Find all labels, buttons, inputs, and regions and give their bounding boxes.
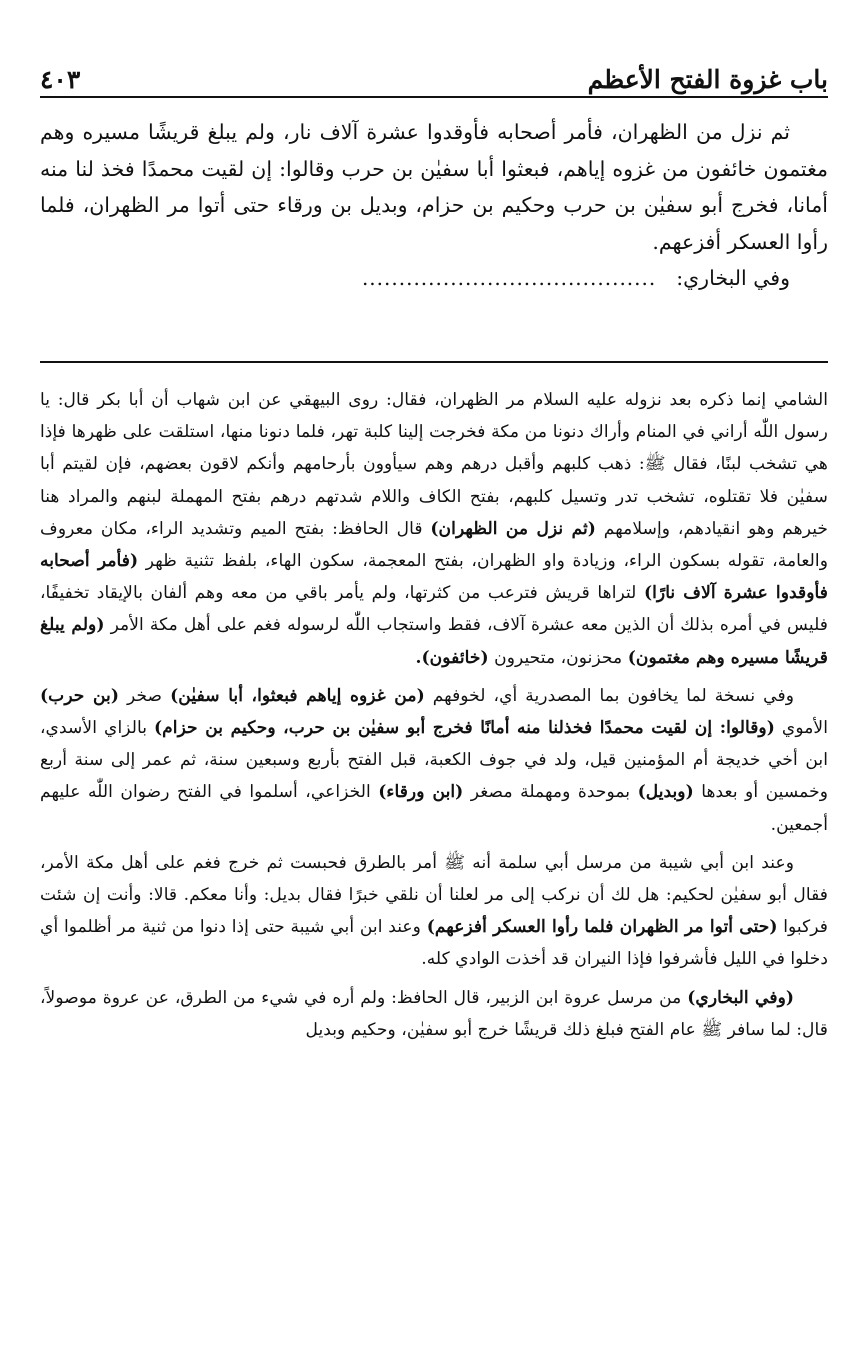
commentary-paragraph-4 — [40, 982, 828, 1046]
quoted-matn: (وبديل) — [637, 782, 694, 803]
quoted-matn: (من غزوه إياهم فبعثوا، أبا سفيٰن) — [170, 685, 425, 706]
quoted-matn: (وقالوا: إن لقيت محمدًا فخذلنا منه أمانًا فخرج أبو سفيٰن بن حرب، وحكيم بن حزام) — [154, 718, 775, 739]
text-run: وفي نسخة لما يخافون بما المصدرية أي، لخوفهم — [432, 685, 794, 706]
quoted-matn: (بن حرب) — [40, 685, 119, 706]
chapter-title: باب غزوة الفتح الأعظم — [587, 65, 828, 94]
commentary-paragraph-3 — [40, 847, 828, 976]
quoted-matn: (ولم يبلغ قريشًا مسيره وهم مغتمون) — [40, 615, 828, 668]
quoted-matn: (فأمر أصحابه فأوقدوا عشرة آلاف نارًا) — [40, 551, 829, 604]
text-run: صخر — [126, 685, 163, 706]
main-paragraph: ثم نزل من الظهران، فأمر أصحابه فأوقدوا عشرة آلاف نار، ولم يبلغ قريشًا مسيره وهم مغتمون خائفون من غزوه إياهم، فبعثوا أبا سفيٰن بن حرب وقالوا: إن لقيت محمدًا فخذ لنا منه أمانا، فخرج أبو سفيٰن بن حرب وحكيم بن حزام، وبديل بن ورقاء حتى أتوا مر الظهران، فلما رأوا العسكر أفزعهم. — [40, 120, 828, 254]
text-run: من مرسل عروة ابن الزبير، قال الحافظ: ولم أره في شيء من الطرق، عن عروة موصولاً، قال: لما سافر ﷺ عام الفتح فبلغ ذلك قريشًا خرج أبو سفيٰن، وحكيم وبديل — [40, 987, 828, 1040]
ellipsis-dots: ........................................ — [361, 266, 657, 290]
text-run: بموحدة ومهملة مصغر — [470, 782, 631, 803]
text-run: الشامي إنما ذكره بعد نزوله عليه السلام مر الظهران، فقال: روى البيهقي عن ابن شهاب أن أبا بكر قال: يا رسول اللّٰه أراني في المنام وأراك دنونا من مكة فخرجت إلينا كلبة تهر، فلما دنونا منها، استلقت على ظهرها فإذا هي تشخب لبنًا، فقال ﷺ: ذهب كلبهم وأقبل درهم وهم سيأوون بأرحامهم وأنكم لاقون بعضهم، فإن لقيتم أبا سفيٰن فلا تقتلوه، تشخب تدر وتسيل كلبهم، بفتح الكاف واللام شدتهم درهم بفتح المهملة لبنهم والمراد هنا خيرهم وهو انقيادهم، وإسلامهم — [40, 390, 829, 539]
separator-rule — [40, 361, 828, 363]
header-rule — [40, 96, 828, 98]
quoted-matn: (وفي البخاري) — [687, 987, 795, 1008]
quoted-matn: (ثم نزل من الظهران) — [430, 518, 596, 539]
text-run: وعند ابن أبي شيبة حتى إذا دنوا من ثنية مر أظلموا أي دخلوا في الليل فأشرفوا فإذا النيران قد أخذت الوادي كله. — [40, 917, 828, 970]
text-run: لتراها قريش فترعب من كثرتها، ولم يأمر باقي من معه وهم ألفان بالإيقاد تخفيفًا، فليس في أمره بذلك أن الذين معه عشرة آلاف، فقط واستجاب اللّٰه لرسوله فغم على أهل مكة الأمر — [40, 583, 829, 636]
quoted-matn: (ابن ورقاء) — [378, 782, 464, 803]
bukhari-label: وفي البخاري: — [676, 266, 790, 290]
text-run: قال الحافظ: بفتح الميم وتشديد الراء، مكان معروف والعامة، تقوله بسكون الراء، وزيادة واو الظهران، بفتح المعجمة، سكون الهاء، بلفظ تثنية ظهر — [40, 518, 828, 572]
text-run: وعند ابن أبي شيبة من مرسل أبي سلمة أنه ﷺ أمر بالطرق فحبست ثم خرج فغم على أهل مكة الأمر، فقال أبو سفيٰن لحكيم: هل لك أن نركب إلى مر لعلنا أن نلقي خبرًا فقال بديل: وأنا معكم. قالا: وأنت إن شئت فركبوا — [40, 852, 829, 938]
text-run: الخزاعي، أسلموا في الفتح رضوان اللّٰه عليهم أجمعين. — [40, 782, 828, 835]
commentary-paragraph-1 — [40, 384, 828, 674]
page-number: ٤٠٣ — [40, 65, 81, 94]
text-run: الأموي — [781, 718, 828, 739]
quoted-matn: (حتى أتوا مر الظهران فلما رأوا العسكر أفزعهم) — [426, 917, 778, 938]
text-run: بالزاي الأسدي، ابن أخي خديجة أم المؤمنين قيل، ولد في جوف الكعبة، قبل الفتح بأربع وسبعين سنة، ثم عمر إلى سنة أربع وخمسين أو بعدها — [40, 718, 829, 803]
main-text — [40, 114, 828, 297]
page-header — [40, 50, 828, 94]
bukhari-line — [40, 260, 828, 297]
text-run: محزنون، متحيرون — [494, 647, 623, 668]
commentary-text — [40, 384, 828, 1046]
commentary-paragraph-2 — [40, 680, 828, 841]
quoted-matn: (خائفون). — [415, 647, 489, 668]
